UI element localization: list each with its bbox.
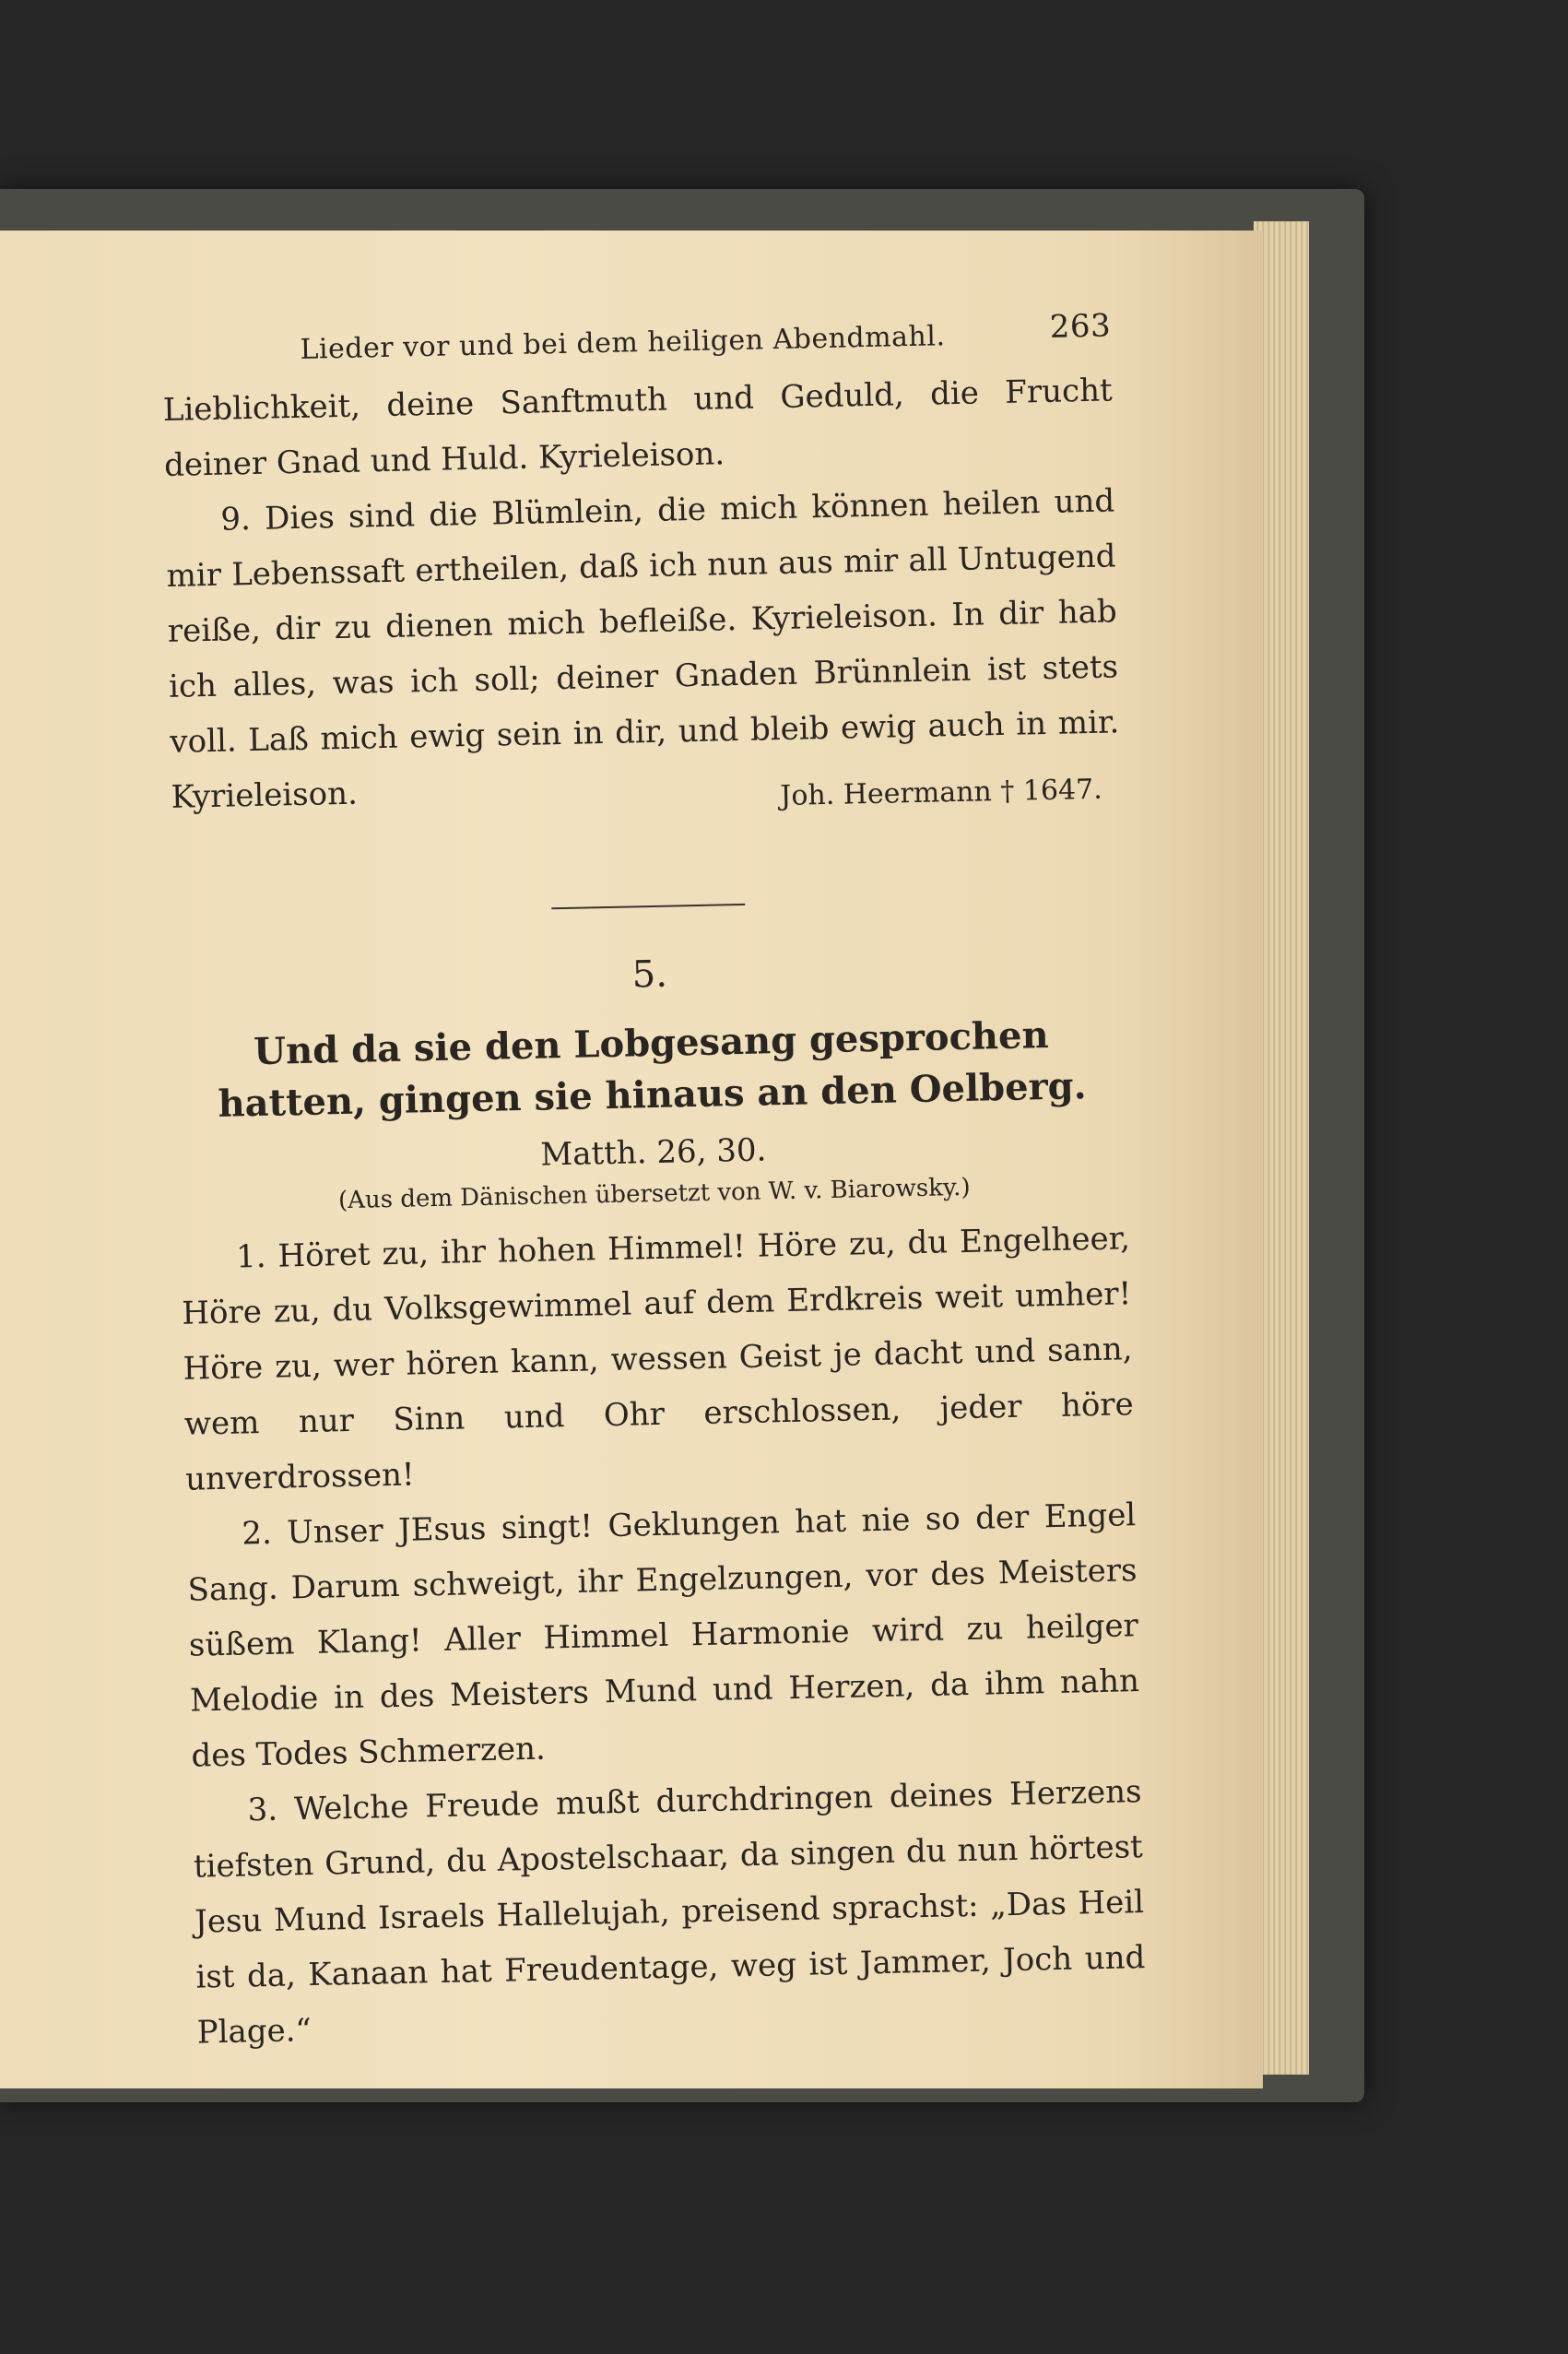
scripture-reference: Matth. 26, 30. xyxy=(540,1131,767,1174)
stanza-3: 3. Welche Freude mußt durchdringen deines Herzens tiefsten Grund, du Apostelschaar, da singen du nun hörtest Jesu Mund Israels Hallelujah, preisend sprachst: „Das Heil ist da, Kanaan hat Freudentage, weg ist Jammer, Joch und Plage.“ xyxy=(193,1773,1146,2052)
hymn-continuation: Lieblichkeit, deine Sanftmuth und Geduld, die Frucht deiner Gnad und Huld. Kyrieleison. xyxy=(162,372,1114,484)
running-head-title: Lieder vor und bei dem heiligen Abendmahl. xyxy=(300,320,946,366)
section-number: 5. xyxy=(631,952,668,997)
section-heading: Und da sie den Lobgesang gesprochen hatten, gingen sie hinaus an den Oelberg. xyxy=(218,1013,1088,1126)
author-signature: Joh. Heermann † 1647. xyxy=(779,773,1103,813)
page-number: 263 xyxy=(1049,307,1112,346)
stanza-9: 9. Dies sind die Blümlein, die mich können heilen und mir Lebenssaft ertheilen, daß ich nun aus mir all Untugend reiße, dir zu dienen mich befleiße. Kyrieleison. In dir hab ich alles, was ich soll; deiner Gnaden Brünnlein ist stets voll. Laß mich ewig sein in dir, und bleib ewig auch in mir. Kyrieleison. xyxy=(166,482,1120,816)
section-divider xyxy=(551,904,745,909)
translation-source: (Aus dem Dänischen übersetzt von W. v. Biarowsky.) xyxy=(337,1173,971,1215)
stanza-2: 2. Unser JEsus singt! Geklungen hat nie so der Engel Sang. Darum schweigt, ihr Engelzungen, vor des Meisters süßem Klang! Aller Himmel Harmonie wird zu heilger Melodie in des Meisters Mund und Herzen, da ihm nahn des Todes Schmerzen. xyxy=(187,1496,1140,1775)
stanza-1: 1. Höret zu, ihr hohen Himmel! Höre zu, du Engelheer, Höre zu, du Volksgewimmel auf dem Erdkreis weit umher! Höre zu, wer hören kann, wessen Geist je dacht und sann, wem nur Sinn und Ohr erschlossen, jeder höre unverdrossen! xyxy=(181,1220,1135,1498)
page-text xyxy=(161,307,1147,2060)
